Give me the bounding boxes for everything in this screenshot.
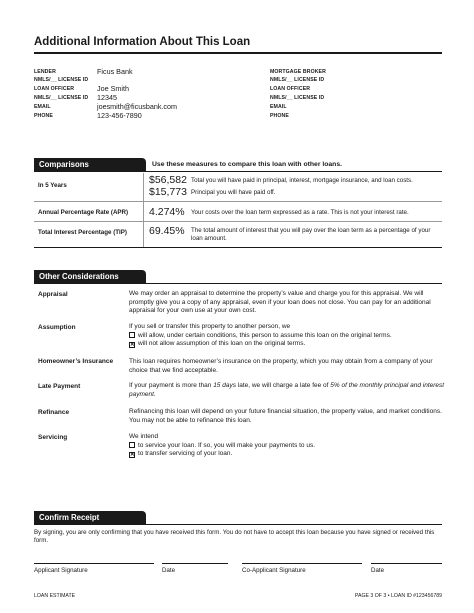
cmp-desc-total-paid: Total you will have paid in principal, interest, mortgage insurance, and loan costs. <box>191 177 413 184</box>
cmp-desc-principal: Principal you will have paid off. <box>191 189 276 196</box>
cmp-amount-total-paid: $56,582 <box>149 174 187 186</box>
footer-form-name: LOAN ESTIMATE <box>34 593 76 599</box>
cmp-label-tip: Total Interest Percentage (TIP) <box>38 229 127 236</box>
homeowners-insurance-text: This loan requires homeowner’s insurance on the property, which you may obtain from a company of your choice that we find acceptable. <box>129 358 433 374</box>
lender-value: Ficus Bank <box>97 67 133 76</box>
other-considerations-header <box>34 270 442 284</box>
row-divider <box>34 221 442 222</box>
row-divider <box>34 201 442 202</box>
coapplicant-date-label: Date <box>371 567 385 574</box>
broker-nmls-label: NMLS/__ LICENSE ID <box>270 77 325 83</box>
checkbox-checked-icon[interactable]: ✕ <box>130 342 135 349</box>
comparisons-header <box>34 158 442 172</box>
comparisons-tab: Comparisons <box>34 158 146 171</box>
coapplicant-signature-line[interactable] <box>242 563 362 564</box>
cmp-label-apr: Annual Percentage Rate (APR) <box>38 209 129 216</box>
appraisal-text: We may order an appraisal to determine the property’s value and charge you for this appraisal. We will promptly give you a copy of any appraisal, even if your loan does not close. You can pay for an additional appraisal for your own use at your own cost. <box>129 290 431 315</box>
page-title: Additional Information About This Loan <box>34 36 251 48</box>
cmp-amount-principal: $15,773 <box>149 186 187 198</box>
applicant-date-line[interactable] <box>162 563 228 564</box>
servicing-option-transfer[interactable]: ✕ to transfer servicing of your loan. <box>130 450 233 459</box>
checkbox-unchecked-icon[interactable] <box>129 332 135 338</box>
cmp-amount-apr: 4.274% <box>149 206 185 218</box>
loan-officer-nmls-label: NMLS/__ LICENSE ID <box>34 95 89 101</box>
refinance-text: Refinancing this loan will depend on your future financial situation, the property value, and market conditions. You may not be able to refinance this loan. <box>129 408 442 424</box>
other-considerations-tab: Other Considerations <box>34 270 146 283</box>
broker-phone-label: PHONE <box>270 113 289 119</box>
title-divider <box>34 52 442 54</box>
homeowners-insurance-label: Homeowner’s Insurance <box>38 358 114 365</box>
assumption-label: Assumption <box>38 324 76 331</box>
phone-value: 123-456-7890 <box>97 111 142 120</box>
servicing-options <box>129 433 445 459</box>
servicing-intro: We intend <box>129 433 159 440</box>
applicant-signature-label: Applicant Signature <box>34 567 88 574</box>
confirm-receipt-text: By signing, you are only confirming that you have received this form. You do not have to accept this loan because you have signed or received this form. <box>34 529 435 544</box>
broker-officer-label: LOAN OFFICER <box>270 86 311 92</box>
broker-email-label: EMAIL <box>270 104 287 110</box>
assumption-option-allow[interactable]: will allow, under certain conditions, this person to assume this loan on the original terms. <box>129 332 445 341</box>
loan-officer-nmls-value: 12345 <box>97 93 117 102</box>
coapplicant-date-line[interactable] <box>371 563 442 564</box>
applicant-signature-line[interactable] <box>34 563 154 564</box>
cmp-desc-tip: The total amount of interest that you will pay over the loan term as a percentage of your loan amount. <box>191 227 431 242</box>
refinance-label: Refinance <box>38 409 70 416</box>
assumption-option-not-allow[interactable]: ✕ will not allow assumption of this loan on the original terms. <box>130 340 306 349</box>
late-payment-label: Late Payment <box>38 383 81 390</box>
loan-officer-label: LOAN OFFICER <box>34 86 75 92</box>
phone-label: PHONE <box>34 113 53 119</box>
confirm-receipt-tab: Confirm Receipt <box>34 511 146 524</box>
cmp-amount-tip: 69.45% <box>149 225 185 237</box>
broker-label: MORTGAGE BROKER <box>270 69 326 75</box>
lender-label: LENDER <box>34 69 56 75</box>
late-payment-text: If your payment is more than 15 days late, we will charge a late fee of 5% of the monthly principal and interest payment. <box>129 382 445 398</box>
assumption-intro: If you sell or transfer this property to another person, we <box>129 323 291 330</box>
comparisons-note: Use these measures to compare this loan with other loans. <box>152 161 342 168</box>
lender-nmls-label: NMLS/__ LICENSE ID <box>34 77 89 83</box>
confirm-receipt-header <box>34 511 442 525</box>
comparisons-bottom-rule <box>34 247 442 248</box>
cmp-label-5-years: In 5 Years <box>38 182 67 189</box>
comparisons-divider <box>143 173 144 248</box>
assumption-options <box>129 323 445 349</box>
checkbox-checked-icon[interactable]: ✕ <box>130 452 135 459</box>
coapplicant-signature-label: Co-Applicant Signature <box>242 567 306 574</box>
servicing-option-service[interactable]: to service your loan. If so, you will make your payments to us. <box>129 442 445 451</box>
applicant-date-label: Date <box>162 567 176 574</box>
email-value: joesmith@ficusbank.com <box>97 102 177 111</box>
footer-page-info: PAGE 3 OF 3 • LOAN ID #123456789 <box>354 593 442 599</box>
servicing-label: Servicing <box>38 434 68 441</box>
loan-officer-value: Joe Smith <box>97 84 129 93</box>
appraisal-label: Appraisal <box>38 291 68 298</box>
cmp-desc-apr: Your costs over the loan term expressed as a rate. This is not your interest rate. <box>191 209 409 216</box>
broker-officer-nmls-label: NMLS/__ LICENSE ID <box>270 95 325 101</box>
email-label: EMAIL <box>34 104 51 110</box>
checkbox-unchecked-icon[interactable] <box>129 442 135 448</box>
